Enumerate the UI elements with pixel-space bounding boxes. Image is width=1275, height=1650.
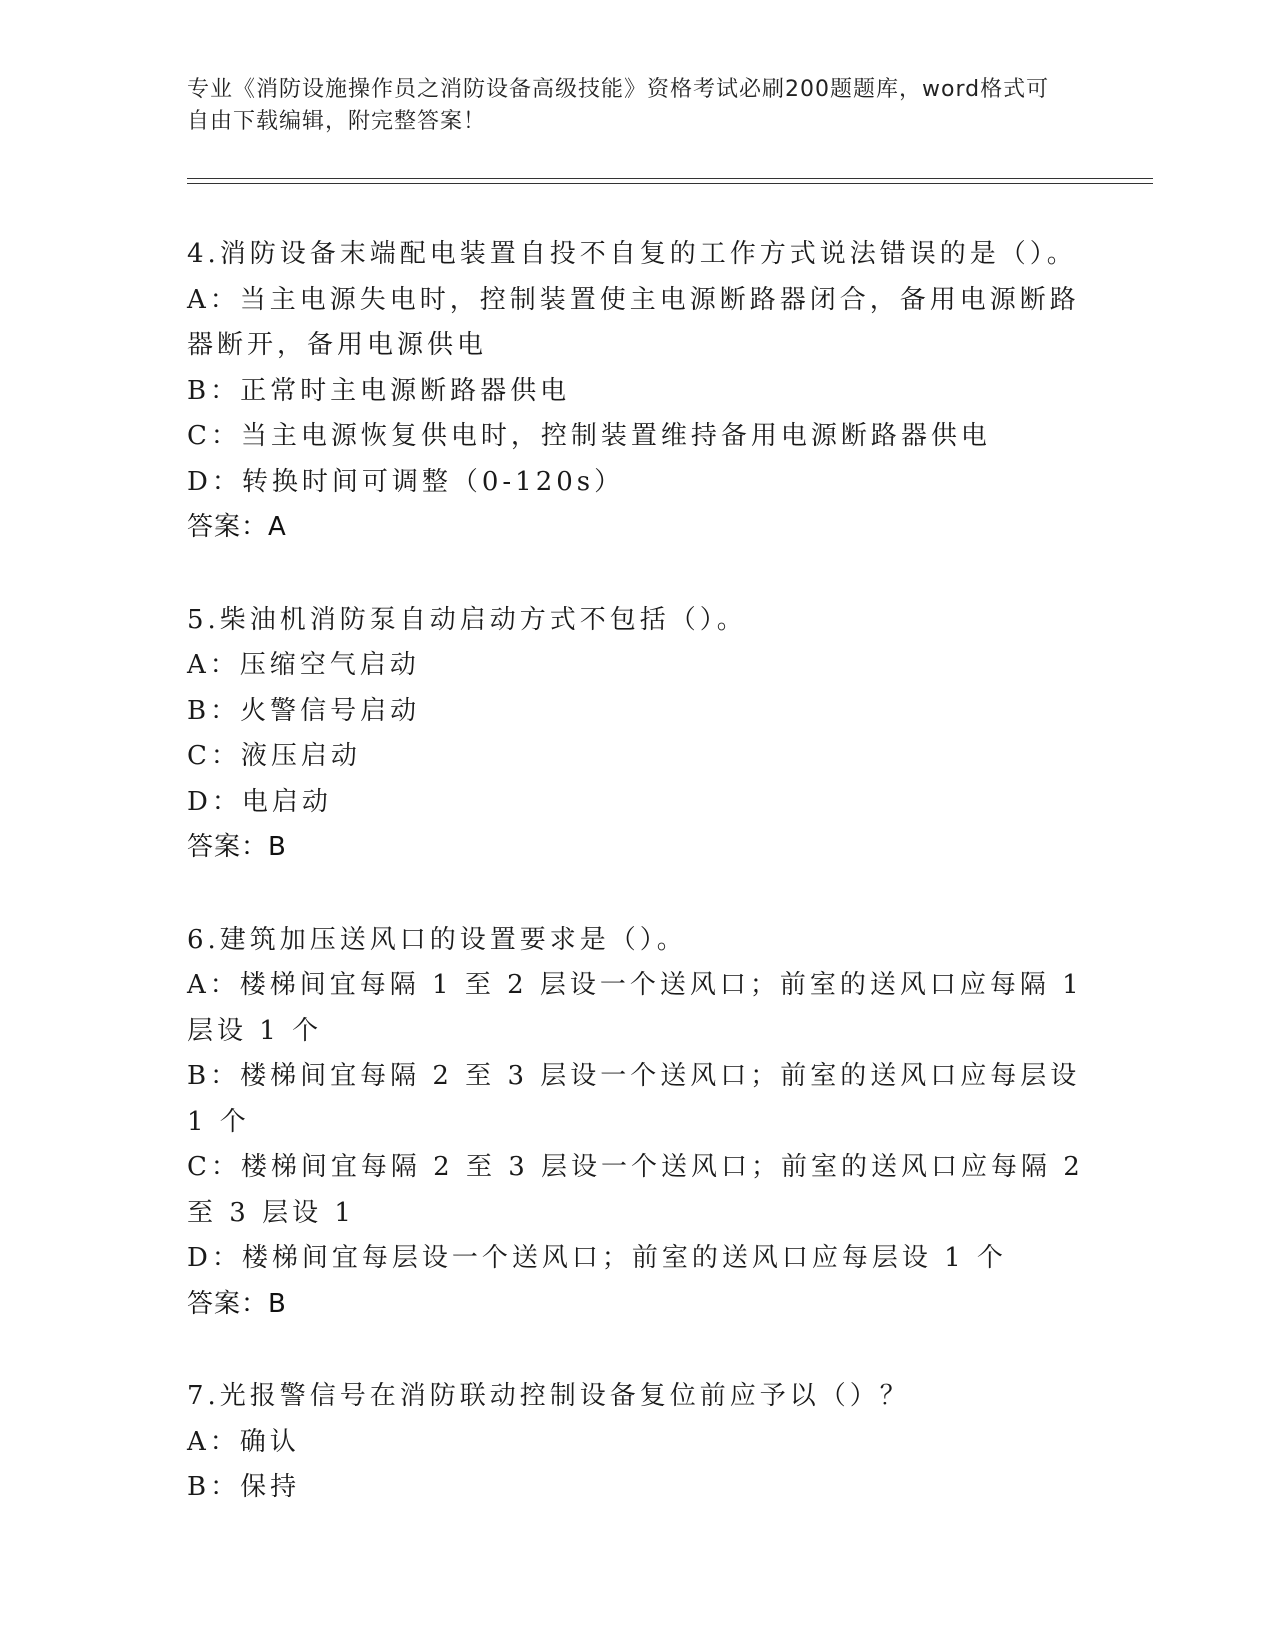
option-a: A：当主电源失电时，控制装置使主电源断路器闭合，备用电源断路器断开，备用电源供电 — [187, 284, 1080, 360]
question-stem: 4.消防设备末端配电装置自投不自复的工作方式说法错误的是（）。 — [187, 239, 1077, 269]
option-c: C：当主电源恢复供电时，控制装置维持备用电源断路器供电 — [187, 421, 991, 451]
question-6 — [187, 918, 1087, 1328]
header-divider-top — [187, 178, 1153, 179]
option-c: C：楼梯间宜每隔 2 至 3 层设一个送风口；前室的送风口应每隔 2 至 3 层设 1 — [187, 1152, 1084, 1228]
question-7 — [187, 1374, 1087, 1511]
answer-line: 答案：B — [187, 1288, 287, 1319]
answer-line: 答案：A — [187, 512, 287, 542]
question-stem: 6.建筑加压送风口的设置要求是（）。 — [187, 924, 687, 955]
option-a: A：压缩空气启动 — [187, 650, 420, 680]
option-c: C：液压启动 — [187, 741, 361, 771]
document-header: 专业《消防设施操作员之消防设备高级技能》资格考试必刷200题题库，word格式可自由下载编辑，附完整答案！ — [187, 77, 1050, 134]
option-b: B：楼梯间宜每隔 2 至 3 层设一个送风口；前室的送风口应每层设 1 个 — [187, 1061, 1081, 1137]
question-5 — [187, 598, 1087, 871]
answer-line: 答案：B — [187, 832, 287, 862]
option-d: D：转换时间可调整（0-120s） — [187, 466, 625, 497]
option-a: A：确认 — [187, 1426, 300, 1457]
option-a: A：楼梯间宜每隔 1 至 2 层设一个送风口；前室的送风口应每隔 1 层设 1 个 — [187, 970, 1083, 1046]
header-divider-bottom — [187, 183, 1153, 184]
option-b: B：火警信号启动 — [187, 695, 421, 726]
question-4 — [187, 232, 1087, 551]
question-stem: 5.柴油机消防泵自动启动方式不包括（）。 — [187, 604, 747, 635]
option-d: D：电启动 — [187, 786, 332, 817]
question-stem: 7.光报警信号在消防联动控制设备复位前应予以（）？ — [187, 1381, 910, 1411]
option-d: D：楼梯间宜每层设一个送风口；前室的送风口应每层设 1 个 — [187, 1243, 1007, 1273]
option-b: B：正常时主电源断路器供电 — [187, 375, 571, 406]
question-list — [187, 232, 1087, 1558]
option-b: B：保持 — [187, 1472, 301, 1502]
